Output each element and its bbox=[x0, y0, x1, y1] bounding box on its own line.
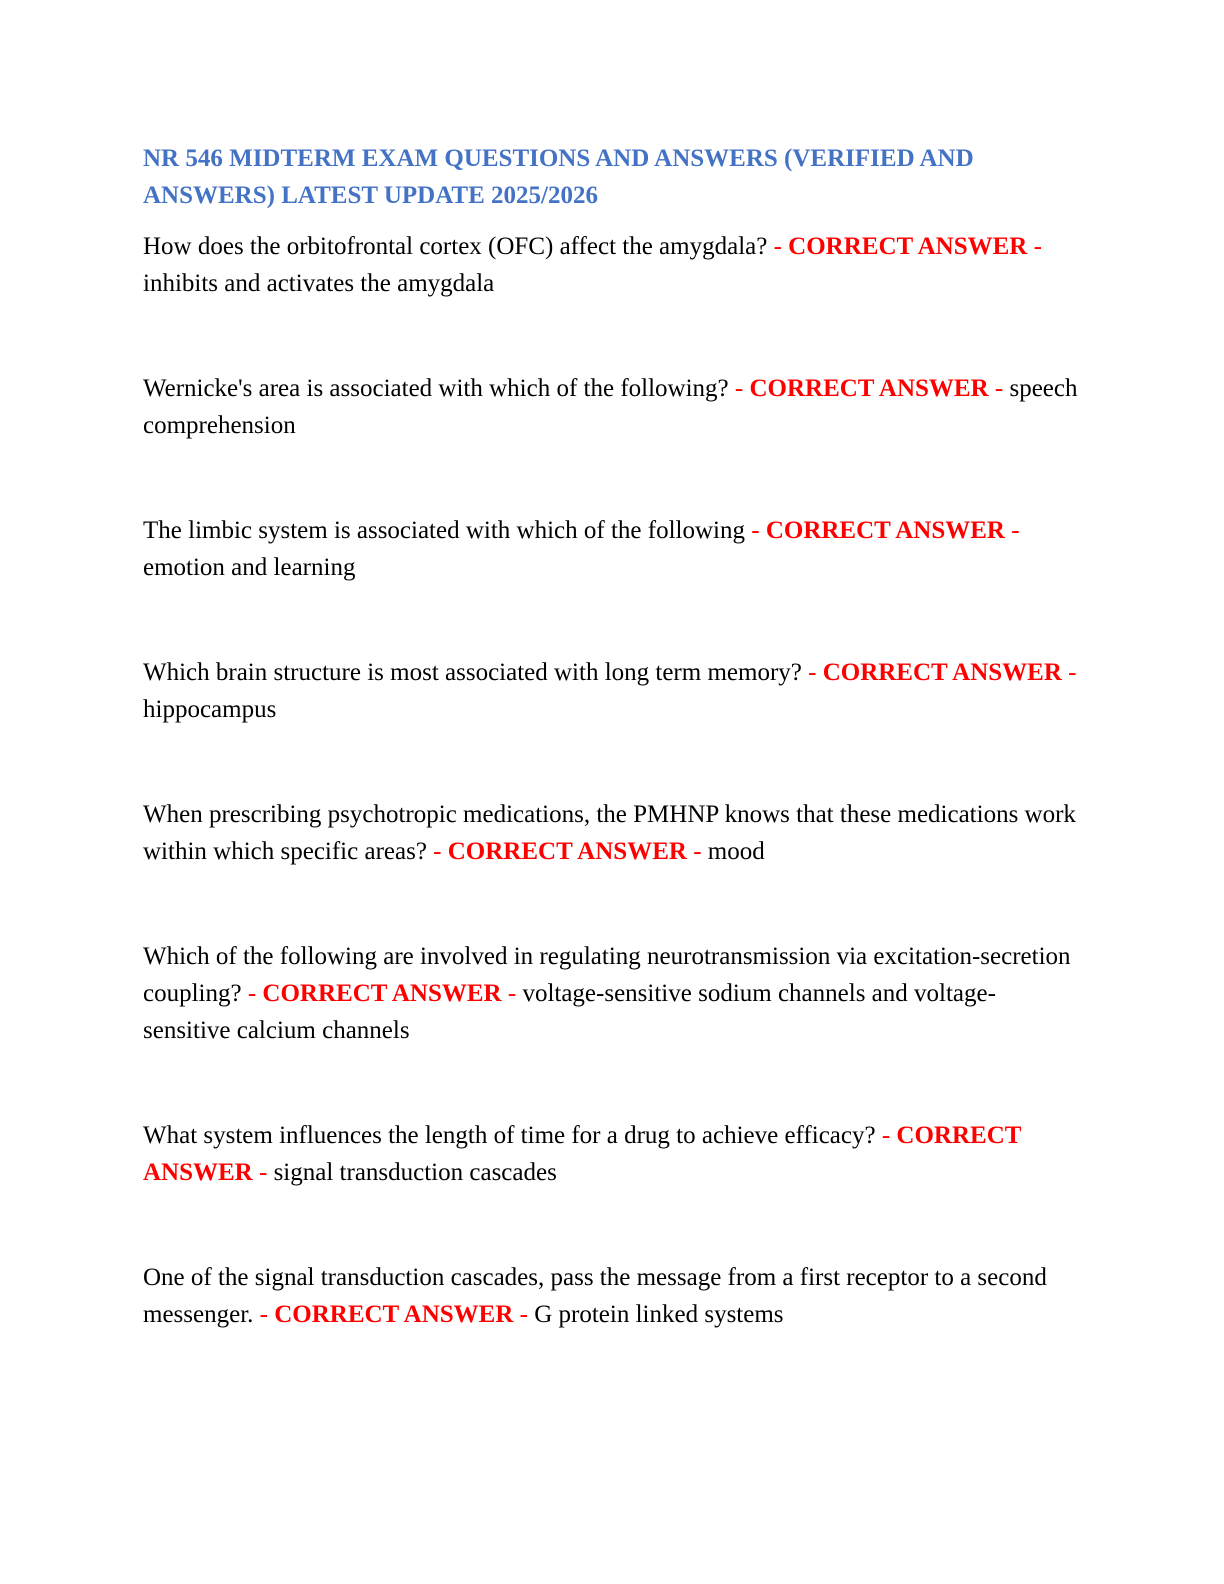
qa-item bbox=[143, 370, 1083, 444]
answer-separator: - bbox=[801, 659, 823, 686]
qa-item bbox=[143, 1117, 1083, 1191]
answer-separator: - bbox=[744, 517, 766, 544]
answer-separator: - bbox=[501, 980, 523, 1007]
answer-separator: - bbox=[988, 375, 1010, 402]
question-text: Which of the following are involved in regulating neurotransmission via excitation-secretion coupling? bbox=[143, 943, 1071, 1007]
question-text: One of the signal transduction cascades, pass the message from a first receptor to a second messenger. bbox=[143, 1264, 1047, 1328]
answer-text: emotion and learning bbox=[143, 554, 356, 581]
answer-separator: - bbox=[1061, 659, 1077, 686]
answer-separator: - bbox=[1027, 233, 1042, 260]
question-text: How does the orbitofrontal cortex (OFC) affect the amygdala? bbox=[143, 233, 768, 260]
answer-separator: - bbox=[728, 375, 750, 402]
question-text: Which brain structure is most associated with long term memory? bbox=[143, 659, 802, 686]
correct-answer-label: CORRECT ANSWER bbox=[749, 375, 989, 402]
qa-item bbox=[143, 512, 1083, 586]
answer-text: inhibits and activates the amygdala bbox=[143, 270, 495, 297]
correct-answer-label: CORRECT ANSWER bbox=[788, 233, 1028, 260]
document-page bbox=[143, 140, 1083, 1401]
correct-answer-label: CORRECT ANSWER bbox=[822, 659, 1062, 686]
correct-answer-label: CORRECT ANSWER bbox=[143, 1122, 1021, 1186]
question-text: The limbic system is associated with which of the following bbox=[143, 517, 745, 544]
qa-item bbox=[143, 228, 1083, 302]
question-text: Wernicke's area is associated with which of the following? bbox=[143, 375, 729, 402]
qa-item bbox=[143, 654, 1083, 728]
answer-text: G protein linked systems bbox=[534, 1301, 784, 1328]
correct-answer-label: CORRECT ANSWER bbox=[274, 1301, 514, 1328]
answer-separator: - bbox=[252, 1159, 274, 1186]
question-text: When prescribing psychotropic medications, the PMHNP knows that these medications work within which specific areas? bbox=[143, 801, 1076, 865]
question-text: What system influences the length of time for a drug to achieve efficacy? bbox=[143, 1122, 876, 1149]
answer-separator: - bbox=[253, 1301, 275, 1328]
answer-separator: - bbox=[767, 233, 789, 260]
answer-separator: - bbox=[426, 838, 448, 865]
correct-answer-label: CORRECT ANSWER bbox=[765, 517, 1005, 544]
qa-item bbox=[143, 796, 1083, 870]
answer-separator: - bbox=[241, 980, 263, 1007]
answer-separator: - bbox=[1005, 517, 1020, 544]
correct-answer-label: CORRECT ANSWER bbox=[262, 980, 502, 1007]
answer-separator: - bbox=[513, 1301, 535, 1328]
qa-item bbox=[143, 938, 1083, 1049]
qa-item bbox=[143, 1259, 1083, 1333]
correct-answer-label: CORRECT ANSWER bbox=[447, 838, 687, 865]
answer-text: signal transduction cascades bbox=[273, 1159, 557, 1186]
answer-text: mood bbox=[707, 838, 765, 865]
answer-separator: - bbox=[875, 1122, 897, 1149]
answer-separator: - bbox=[686, 838, 708, 865]
answer-text: hippocampus bbox=[143, 696, 277, 723]
answer-text: voltage-sensitive sodium channels and voltage-sensitive calcium channels bbox=[143, 980, 996, 1044]
document-title: NR 546 MIDTERM EXAM QUESTIONS AND ANSWERS (VERIFIED AND ANSWERS) LATEST UPDATE 2025/2026 bbox=[143, 145, 974, 209]
answer-text: speech comprehension bbox=[143, 375, 1078, 439]
